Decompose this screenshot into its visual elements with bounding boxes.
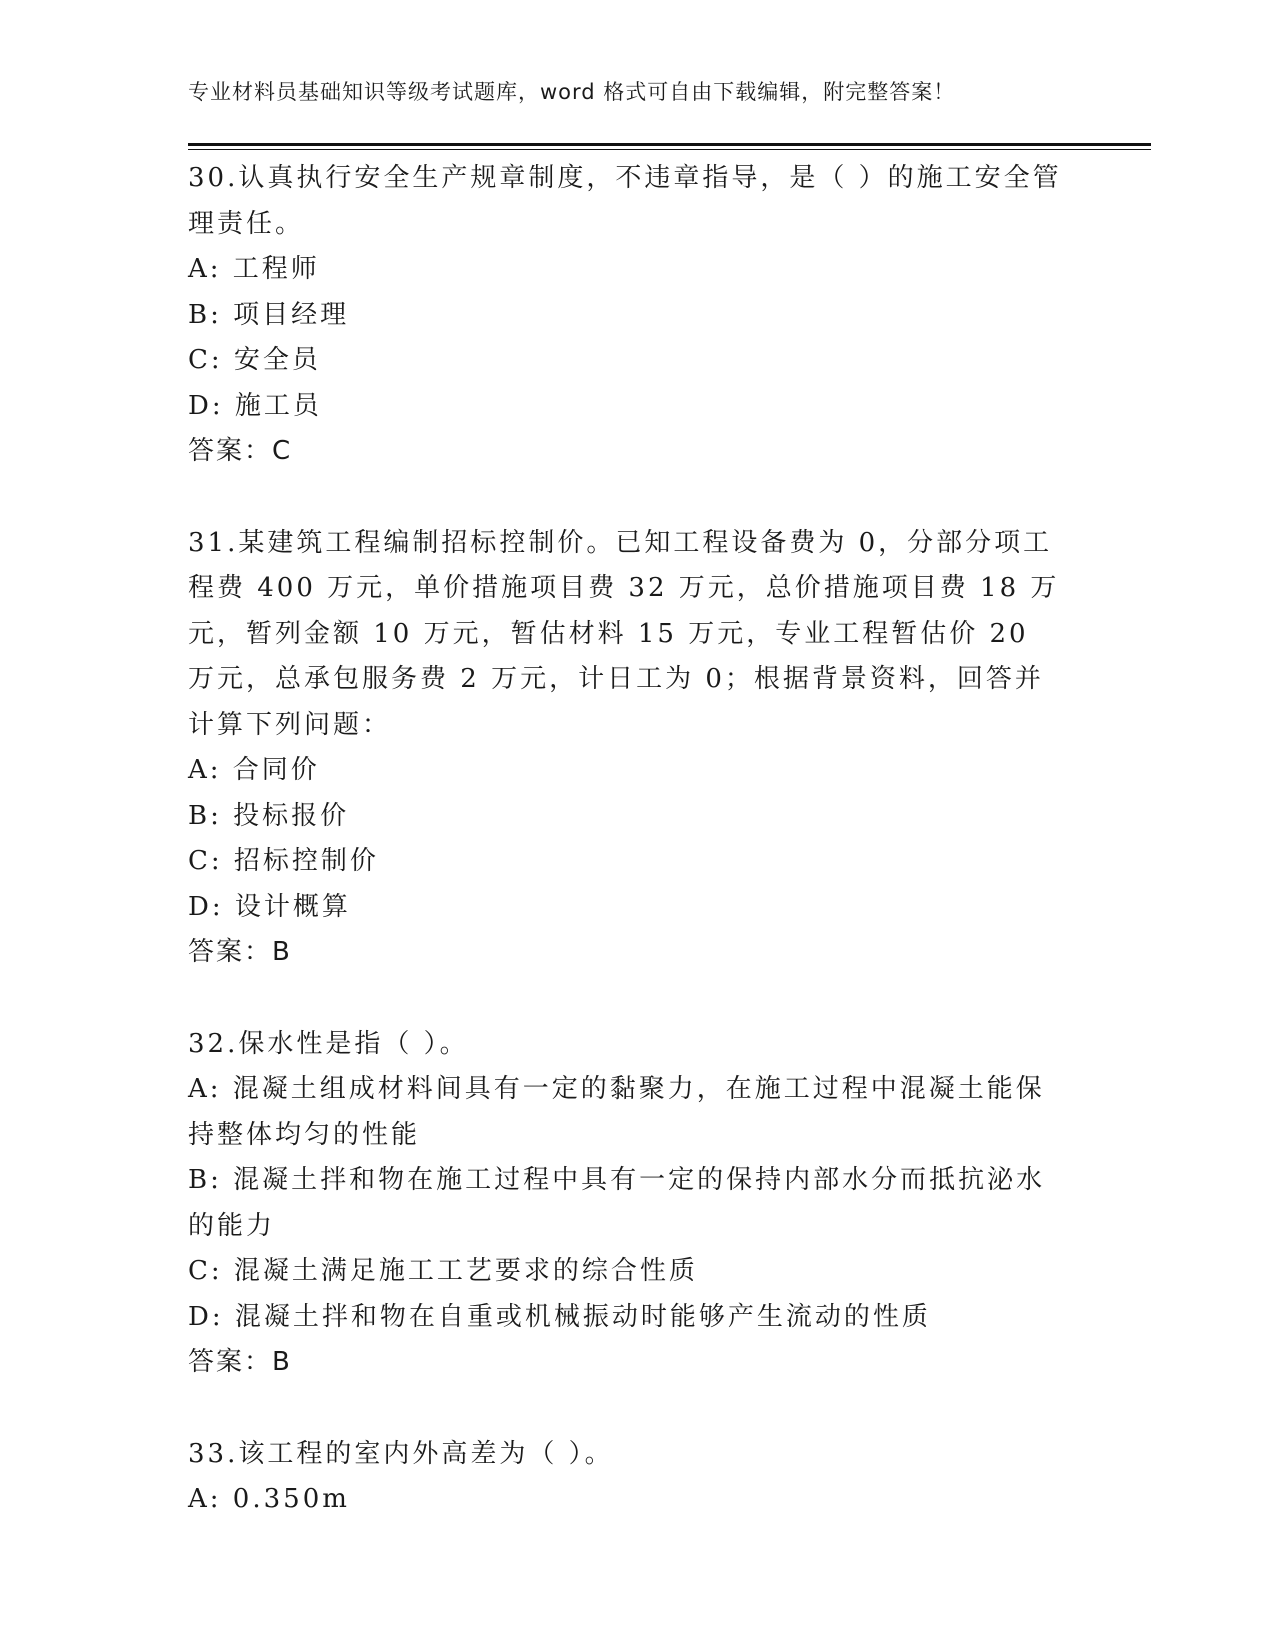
option-d: D: 混凝土拌和物在自重或机械振动时能够产生流动的性质 — [188, 1301, 931, 1332]
option-a: A: 合同价 — [188, 755, 320, 785]
option-c: C: 招标控制价 — [188, 846, 379, 876]
question-stem: 32.保水性是指（ ）。 — [188, 1028, 469, 1059]
header-rule-thick — [188, 143, 1151, 146]
question-33 — [188, 1432, 1088, 1523]
option-a: A: 0.350m — [188, 1484, 350, 1514]
question-30 — [188, 156, 1088, 475]
option-a: A: 混凝土组成材料间具有一定的黏聚力，在施工过程中混凝土能保持整体均匀的性能 — [188, 1074, 1045, 1150]
option-b: B: 混凝土拌和物在施工过程中具有一定的保持内部水分而抵抗泌水的能力 — [188, 1165, 1046, 1241]
page-header: 专业材料员基础知识等级考试题库，word 格式可自由下载编辑，附完整答案！ — [188, 80, 956, 104]
answer-line: 答案：B — [188, 1347, 292, 1377]
question-32 — [188, 1022, 1088, 1386]
option-c: C: 安全员 — [188, 345, 321, 375]
question-31 — [188, 521, 1088, 976]
option-d: D: 设计概算 — [188, 891, 351, 922]
answer-line: 答案：C — [188, 436, 293, 466]
option-c: C: 混凝土满足施工工艺要求的综合性质 — [188, 1256, 698, 1286]
answer-line: 答案：B — [188, 937, 292, 967]
option-b: B: 项目经理 — [188, 299, 350, 330]
header-rule-thin — [188, 149, 1151, 150]
option-b: B: 投标报价 — [188, 800, 350, 831]
option-a: A: 工程师 — [188, 254, 320, 284]
question-list — [188, 156, 1088, 1569]
question-stem: 30.认真执行安全生产规章制度，不违章指导，是（ ）的施工安全管理责任。 — [188, 163, 1062, 239]
option-d: D: 施工员 — [188, 390, 322, 421]
question-stem: 31.某建筑工程编制招标控制价。已知工程设备费为 0，分部分项工程费 400 万元，单价措施项目费 32 万元，总价措施项目费 18 万元，暂列金额 10 万元，暂估材料 15 万元，专业工程暂估价 20 万元，总承包服务费 2 万元，计日工为 0；根据背景资料，回答并计算下列问题： — [188, 527, 1060, 740]
question-stem: 33.该工程的室内外高差为（ ）。 — [188, 1438, 614, 1469]
